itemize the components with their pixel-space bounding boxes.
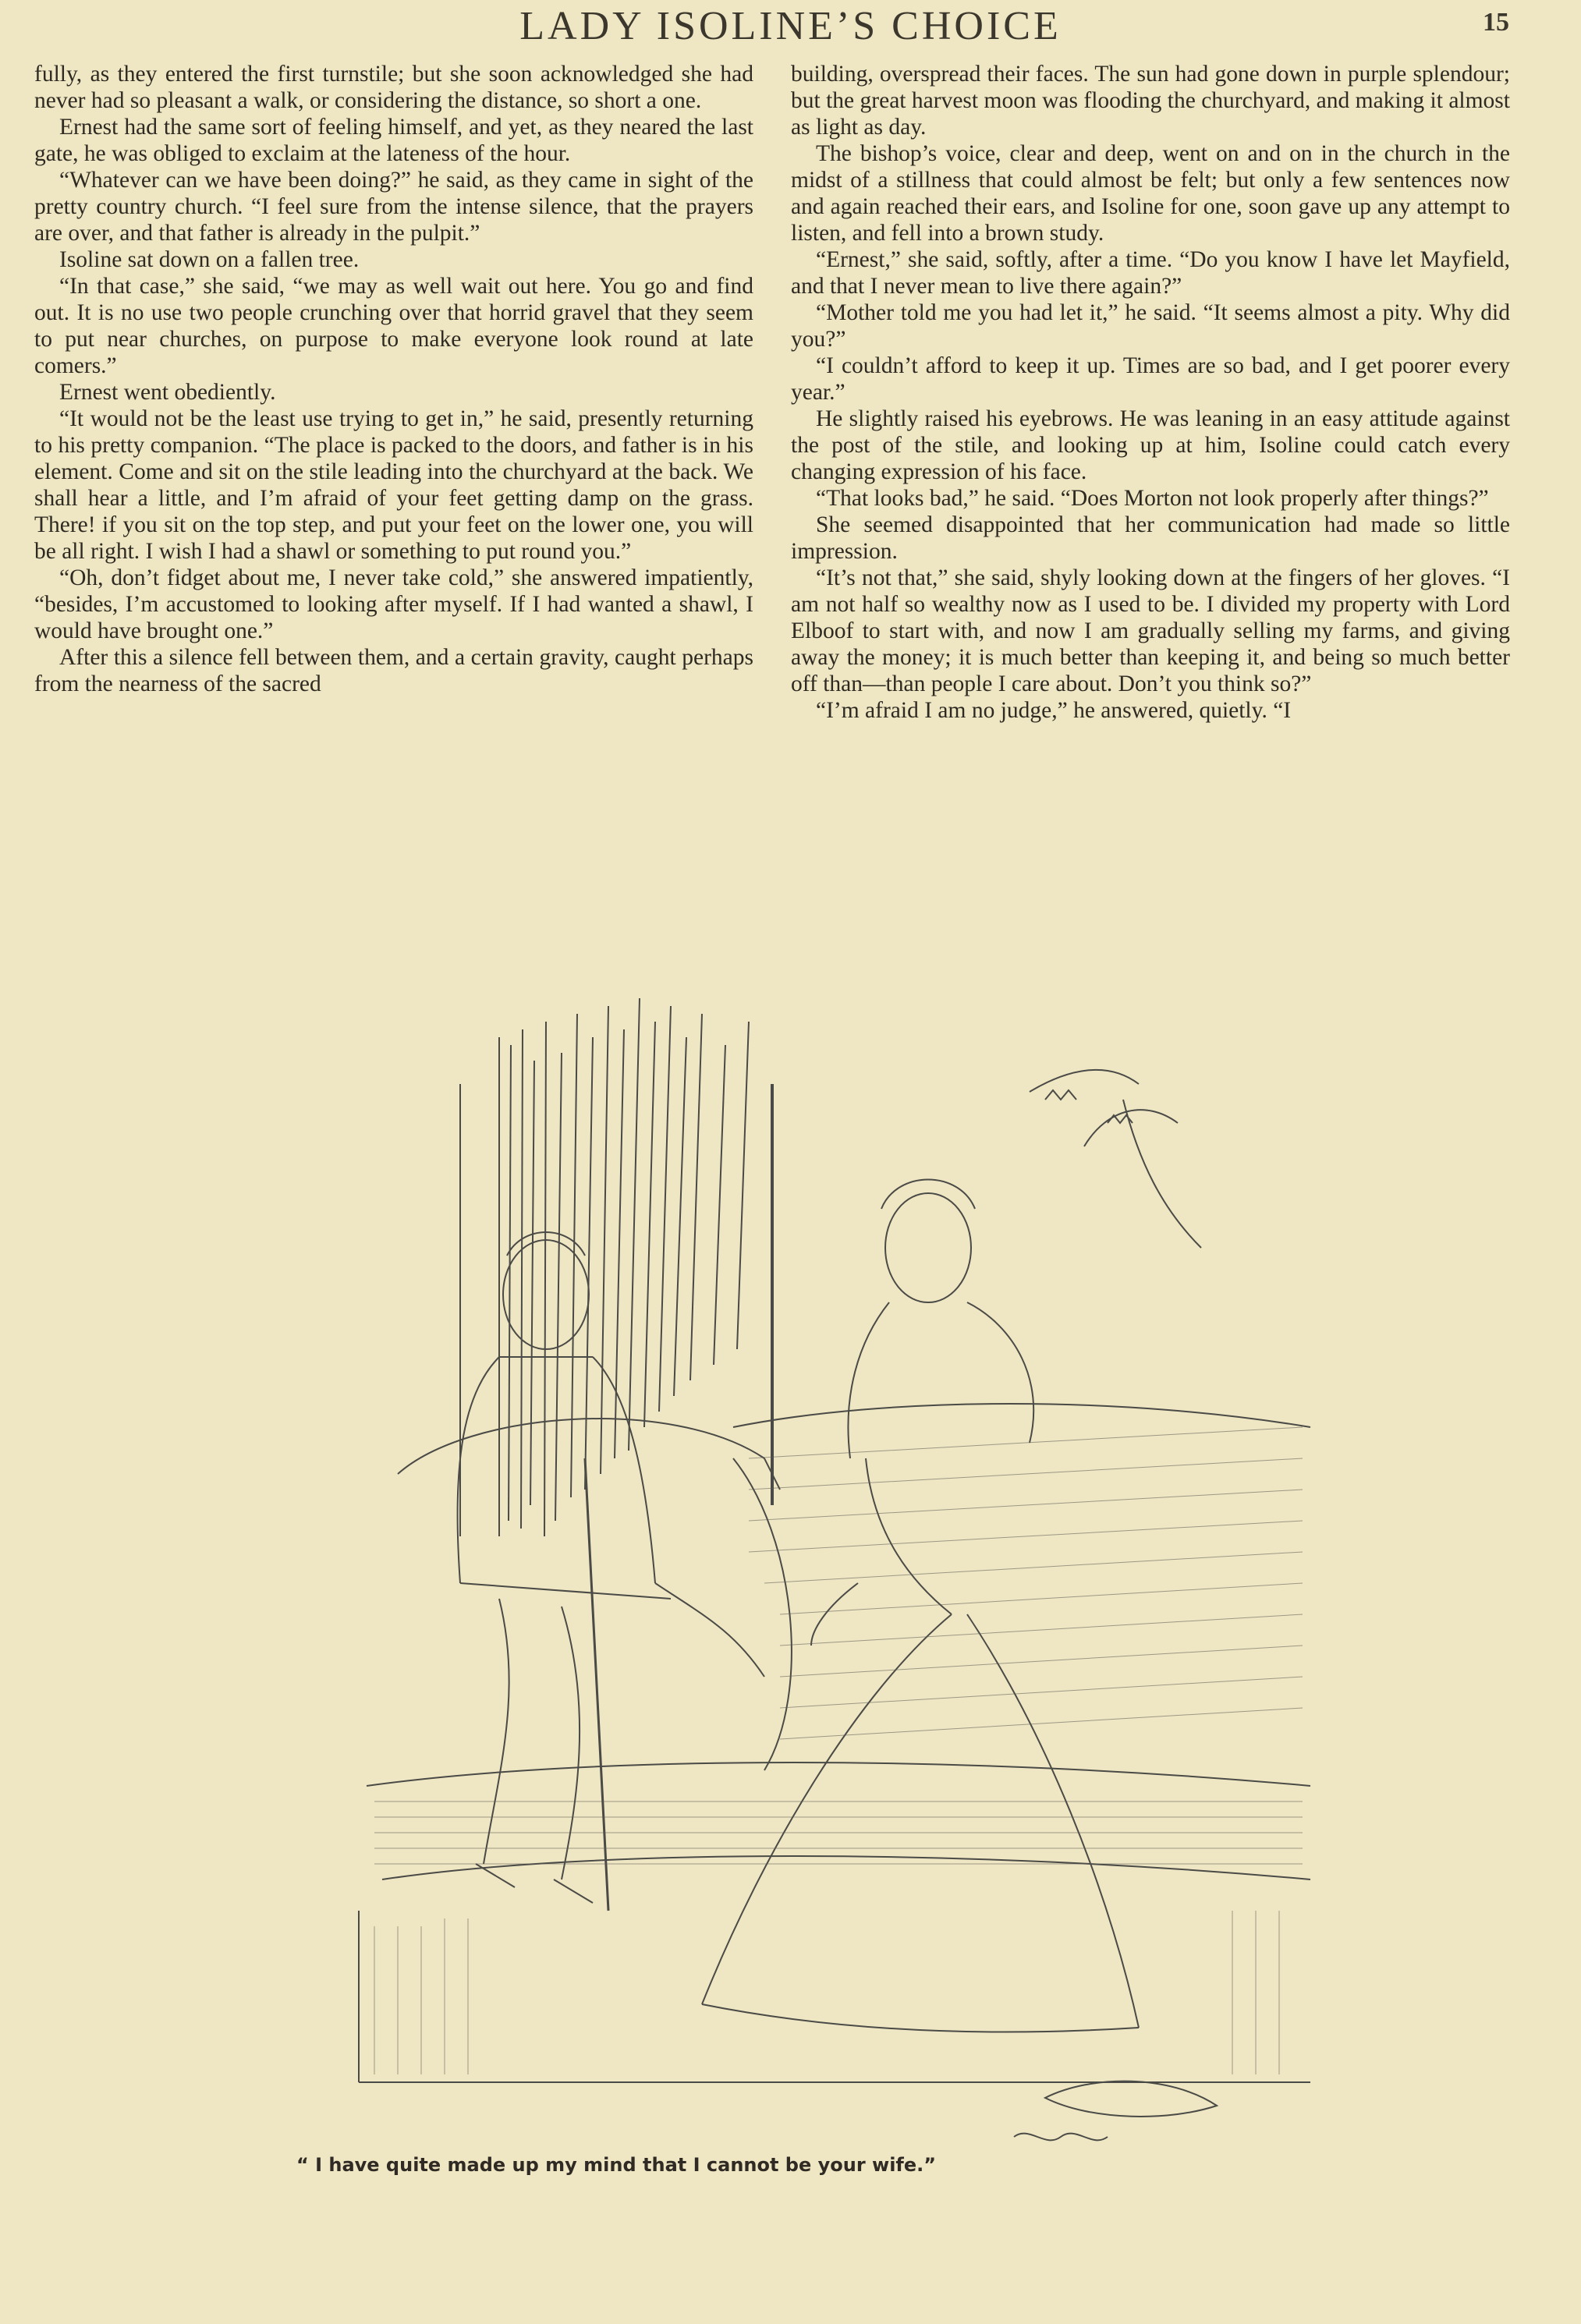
paragraph: “I’m afraid I am no judge,” he answered, quietly. “I (816, 698, 1292, 723)
engraving-illustration (265, 990, 1326, 2152)
paragraph: He slightly raised his eyebrows. He was leaning in an easy attitude against the post of the stile, and looking up at him, Isoline could catch every changing expression of his face. (791, 406, 1510, 484)
paragraph: “That looks bad,” he said. “Does Morton not look properly after things?” (816, 486, 1489, 511)
plant-sprays (1030, 1070, 1201, 1248)
page-number: 15 (1483, 8, 1509, 37)
floor-ornament (1014, 2081, 1217, 2141)
paragraph: “Oh, don’t fidget about me, I never take cold,” she answered impatiently, “besides, I’m accustomed to looking after myself. If I had wanted a shawl, I would have brought one.” (34, 565, 753, 643)
paragraph: fully, as they entered the first turnstile; but she soon acknowledged she had never had so pleasant a walk, or considering the distance, so short a one. (34, 62, 753, 113)
paragraph: building, overspread their faces. The sun had gone down in purple splendour; but the great harvest moon was flooding the churchyard, and making it almost as light as day. (791, 62, 1510, 140)
paragraph: “I couldn’t afford to keep it up. Times are so bad, and I get poorer every year.” (791, 353, 1510, 405)
right-text-column (791, 61, 1510, 724)
sofa (359, 1404, 1310, 2082)
running-title: LADY ISOLINE’S CHOICE (519, 4, 1062, 48)
paragraph: She seemed disappointed that her communication had made so little impression. (791, 512, 1510, 564)
couple-on-sofa-engraving (265, 990, 1326, 2152)
hatching (374, 1427, 1303, 2074)
paragraph: The bishop’s voice, clear and deep, went on and on in the church in the midst of a stillness that could almost be felt; but only a few sentences now and again reached their ears, and Isoline for one, soon gave up any attempt to listen, and fell into a brown study. (791, 141, 1510, 246)
paragraph: Isoline sat down on a fallen tree. (59, 247, 360, 272)
paragraph: “Ernest,” she said, softly, after a time. “Do you know I have let Mayfield, and that I never mean to live there again?” (791, 247, 1510, 299)
seated-man-figure (458, 1232, 764, 1911)
paragraph: “It’s not that,” she said, shyly looking down at the fingers of her gloves. “I am not half so wealthy now as I used to be. I divided my property with Lord Elboof to start with, and now I am gradually selling my farms, and giving away the money; it is much better than keeping it, and being so much better off than—than people I care about. Don’t you think so?” (791, 565, 1510, 696)
curtain-lines (499, 998, 749, 1536)
paragraph: “Mother told me you had let it,” he said. “It seems almost a pity. Why did you?” (791, 300, 1510, 352)
paragraph: “In that case,” she said, “we may as well wait out here. You go and find out. It is no use two people crunching over that horrid gravel that they seem to put near churches, on purpose to make everyone look round at late comers.” (34, 274, 753, 378)
paragraph: Ernest went obediently. (59, 380, 276, 405)
paragraph: “It would not be the least use trying to get in,” he said, presently returning to his pretty companion. “The place is packed to the doors, and father is in his element. Come and sit on the stile leading into the churchyard at the back. We shall hear a little, and I’m afraid of your feet getting damp on the grass. There! if you sit on the top step, and put your feet on the lower one, you will be all right. I wish I had a shawl or something to put round you.” (34, 406, 753, 564)
paragraph: After this a silence fell between them, and a certain gravity, caught perhaps from the nearness of the sacred (34, 645, 753, 696)
illustration-caption: “ I have quite made up my mind that I cannot be your wife.” (296, 2154, 937, 2176)
left-text-column (34, 61, 753, 697)
paragraph: “Whatever can we have been doing?” he said, as they came in sight of the pretty country church. “I feel sure from the intense silence, that the prayers are over, and that father is already in the pulpit.” (34, 168, 753, 246)
paragraph: Ernest had the same sort of feeling himself, and yet, as they neared the last gate, he was obliged to exclaim at the lateness of the hour. (34, 115, 753, 166)
